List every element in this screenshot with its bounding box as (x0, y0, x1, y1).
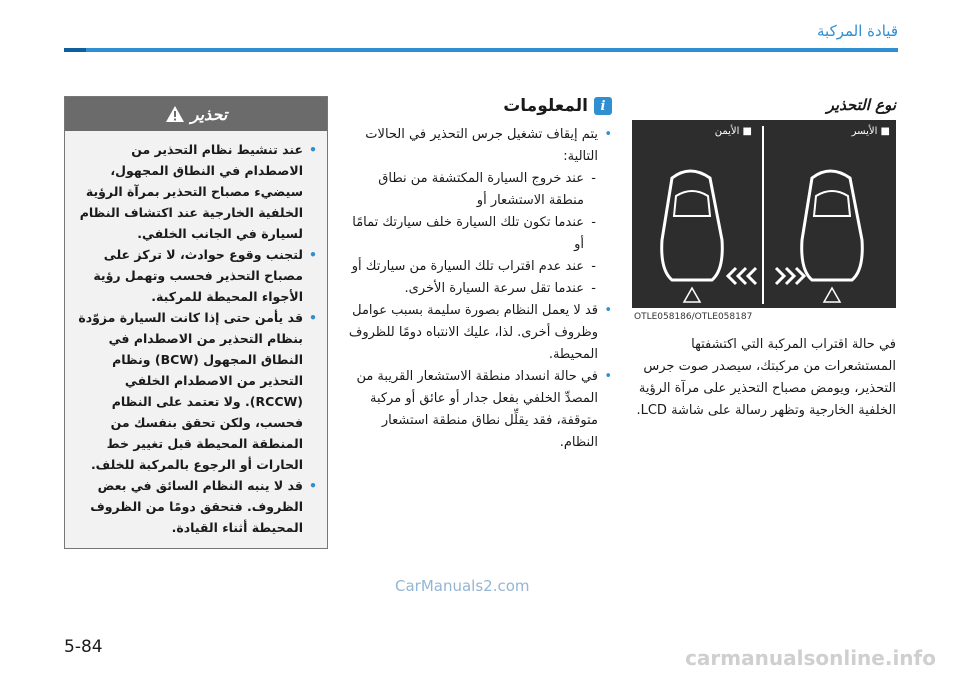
list-item: • عند تنشيط نظام التحذير من الاصطدام في النطاق المجهول، سيضيء مصباح التحذير بمرآة الرؤية الخلفية الخارجية عند اكتشاف النظام لسيارة في الجانب الخلفي. (75, 139, 317, 244)
info-section (348, 96, 612, 454)
list-item-text: يتم إيقاف تشغيل جرس التحذير في الحالات التالية: (365, 127, 598, 164)
info-icon: i (594, 97, 612, 115)
sub-list-item: - عند عدم اقتراب تلك السيارة من سيارتك أو (348, 256, 598, 278)
figure-code: OTLE058186/OTLE058187 (632, 308, 898, 326)
warning-type-section (632, 96, 896, 422)
warning-triangle-icon (824, 288, 840, 302)
warning-triangle-icon (165, 105, 185, 123)
warning-box (64, 96, 328, 549)
warning-list (75, 139, 317, 538)
mirror-warning-illustration (632, 120, 896, 308)
list-item (348, 124, 612, 300)
approach-chevrons-icon (776, 268, 804, 284)
warning-triangle-icon (684, 288, 700, 302)
figure-label: ■ الأيسر (851, 126, 890, 137)
watermark-carmanualsonline[interactable]: carmanualsonline.info (685, 646, 936, 670)
sub-list (348, 168, 598, 300)
list-item: • قد لا يعمل النظام بصورة سليمة بسبب عوامل وظروف أخرى. لذا، عليك الانتباه دومًا للظروف المحيطة. (348, 300, 612, 366)
watermark-carmanuals[interactable]: CarManuals2.com (395, 577, 530, 595)
car-icon (802, 171, 863, 280)
page-number: 5-84 (64, 637, 103, 657)
warning-body (65, 131, 327, 548)
warning-type-paragraph: في حالة اقتراب المركبة التي اكتشفتها المستشعرات من مركبتك، سيصدر صوت جرس التحذير، ويومض مصباح التحذير على مرآة الرؤية الخلفية الخارجية وتظهر رسالة على شاشة LCD. (636, 337, 896, 418)
sub-list-item: - عندما تكون تلك السيارة خلف سيارتك تمامًا أو (348, 212, 598, 256)
info-title (348, 96, 612, 116)
info-title-text: المعلومات (503, 96, 588, 116)
approach-chevrons-icon (728, 268, 756, 284)
section-title: نوع التحذير (826, 96, 896, 114)
figure-label: ■ الأيمن (714, 126, 752, 137)
warning-figure (632, 120, 896, 326)
list-item: • في حالة انسداد منطقة الاستشعار القريبة من المصدِّ الخلفي بفعل جدار أو عائق أو مركبة متوقفة، فقد يقلِّل نطاق منطقة استشعار النظام. (348, 366, 612, 454)
chapter-title: قيادة المركبة (817, 22, 898, 40)
warning-header (65, 97, 327, 131)
warning-title: تحذير (190, 104, 228, 124)
list-item: • لتجنب وقوع حوادث، لا تركز على مصباح التحذير فحسب وتهمل رؤية الأجواء المحيطة للمركبة. (75, 244, 317, 307)
info-list (348, 124, 612, 454)
warning-box-section (64, 96, 328, 549)
header-rule (64, 48, 898, 52)
sub-list-item: - عندما تقل سرعة السيارة الأخرى. (348, 278, 598, 300)
list-item: • قد يأمن حتى إذا كانت السيارة مزوّدة بنظام التحذير من الاصطدام في النطاق المجهول (BCW) ونظام التحذير من الاصطدام الخلفي (RCCW). ولا تعتمد على النظام فحسب، ولكن تحقق بنفسك من المنطقة المحيطة قبل تغيير خط الحارات أو الرجوع بالمركبة للخلف. (75, 307, 317, 475)
list-item: • قد لا ينبه النظام السائق في بعض الظروف. فتحقق دومًا من الظروف المحيطة أثناء القيادة. (75, 475, 317, 538)
sub-list-item: - عند خروج السيارة المكتشفة من نطاق منطقة الاستشعار أو (348, 168, 598, 212)
header-rule-accent (64, 48, 86, 52)
car-icon (662, 171, 723, 280)
